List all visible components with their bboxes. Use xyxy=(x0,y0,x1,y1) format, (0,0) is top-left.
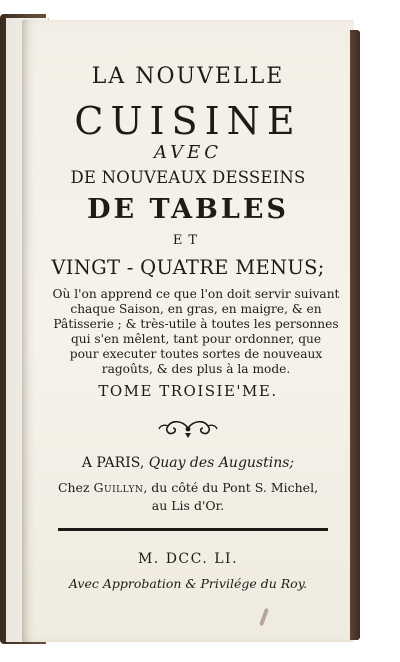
description-line: chaque Saison, en gras, en maigre, & en xyxy=(70,302,322,316)
title-line-7: VINGT - QUATRE MENUS; xyxy=(51,256,325,279)
title-line-2: CUISINE xyxy=(74,99,302,143)
title-line-3: AVEC xyxy=(153,142,222,163)
printer-prefix: Chez xyxy=(57,480,90,495)
privilege-line: Avec Approbation & Privilége du Roy. xyxy=(68,576,308,591)
imprint-line xyxy=(22,456,354,470)
title-line-4: DE NOUVEAUX DESSEINS xyxy=(70,168,306,187)
imprint-place: Quay des Augustins; xyxy=(148,455,295,471)
volume-label: TOME TROISIE'ME. xyxy=(98,382,278,400)
description-line: Où l'on apprend ce que l'on doit servir suivant xyxy=(52,287,340,301)
printer-line xyxy=(22,482,354,495)
description-line: pour executer toutes sortes de nouveaux xyxy=(69,347,323,361)
printer-suffix: , du côté du Pont S. Michel, xyxy=(143,480,319,495)
fleuron-ornament-icon xyxy=(156,416,220,440)
printer-name: Guillyn xyxy=(93,480,144,495)
title-line-5: DE TABLES xyxy=(87,194,289,225)
publication-date: M. DCC. LI. xyxy=(137,551,239,567)
description-line: Pâtisserie ; & très-utile à toutes les personnes xyxy=(53,317,339,331)
description-line: qui s'en mêlent, tant pour ordonner, que xyxy=(70,332,322,346)
divider-rule xyxy=(58,528,328,531)
description-paragraph xyxy=(46,287,346,377)
imprint-city: A PARIS, xyxy=(81,455,145,471)
description-line: ragoûts, & des plus à la mode. xyxy=(101,362,291,376)
title-line-1: LA NOUVELLE xyxy=(91,64,285,89)
printer-sign: au Lis d'Or. xyxy=(151,498,225,513)
title-line-6: ET xyxy=(172,233,204,248)
